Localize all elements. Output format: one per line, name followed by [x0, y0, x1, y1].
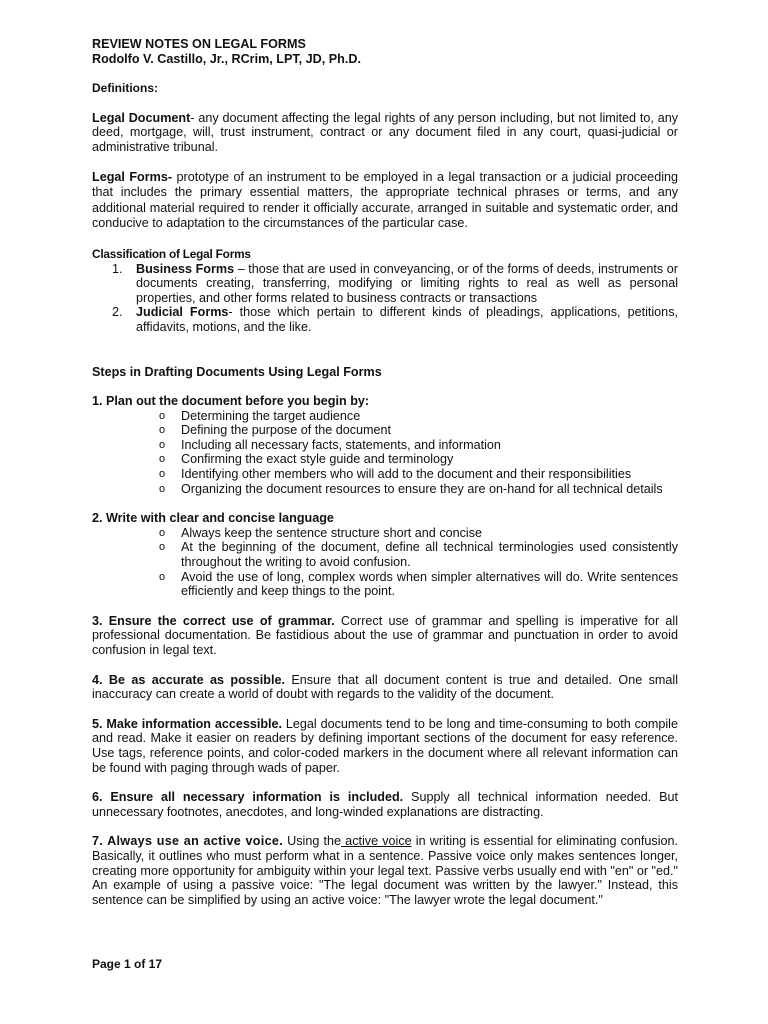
legal-document-text: - any document affecting the legal rights of any person including, but not limited to, any deed, mortgage, will, trust instrument, contract or any document filed in any court, quasi-judicial or administrative tribunal.: [92, 110, 678, 154]
classification-number: 1.: [112, 261, 123, 276]
list-item: o Always keep the sentence structure short and concise: [159, 525, 483, 540]
step5-heading: 5. Make information accessible.: [92, 716, 283, 731]
bullet-icon: o: [159, 482, 166, 495]
document-author: Rodolfo V. Castillo, Jr., RCrim, LPT, JD, Ph.D.: [92, 51, 361, 66]
bullet-icon: o: [159, 526, 166, 539]
list-item: o Identifying other members who will add to the document and their responsibilities: [159, 467, 632, 482]
step1-heading: 1. Plan out the document before you begin by:: [92, 394, 370, 409]
step3-paragraph: 3. Ensure the correct use of grammar. Correct use of grammar and spelling is imperative for all professional documentation. Be fastidious about the use of grammar and punctuation in order to avoid confusion in legal text.: [92, 613, 678, 657]
list-item: o Including all necessary facts, statements, and information: [159, 437, 501, 452]
classification-item: [92, 305, 678, 334]
step2-bullet-list: [92, 526, 678, 599]
classification-number: 2.: [112, 305, 123, 320]
classification-list: [92, 262, 678, 335]
step4-paragraph: 4. Be as accurate as possible. Ensure that all document content is true and detailed. One small inaccuracy can create a world of doubt with regards to the validity of the document.: [92, 672, 678, 702]
step6-heading: 6. Ensure all necessary information is included.: [92, 790, 404, 805]
page-number: Page 1 of 17: [92, 957, 163, 971]
bullet-icon: o: [159, 438, 166, 451]
bullet-icon: o: [159, 409, 166, 422]
bullet-icon: o: [159, 541, 166, 554]
classification-term: Business Forms: [136, 261, 235, 276]
bullet-icon: o: [159, 453, 166, 466]
bullet-icon: o: [159, 424, 166, 437]
classification-text: - those which pertain to different kinds of pleadings, applications, petitions, affidavits, motions, and the like.: [136, 305, 678, 334]
legal-document-term: Legal Document: [92, 110, 191, 125]
step1-bullet-list: [92, 409, 678, 497]
list-item: o Confirming the exact style guide and terminology: [159, 452, 454, 467]
step7-paragraph: 7. Always use an active voice. Using the active voice in writing is essential for eliminating confusion. Basically, it outlines who must perform what in a sentence. Passive voice only makes sentences longer, creating more opportunity for ambiguity within your legal text. Passive verbs usually end with "en" or "ed." An example of using a passive voice: "The legal document was written by the lawyer." Instead, this sentence can be simplified by using an active voice: "The lawyer wrote the legal document.": [92, 834, 679, 907]
legal-forms-text: prototype of an instrument to be employed in a legal transaction or a judicial proceeding that includes the primary essential matters, the appropriate technical phrases or terms, and any additional material required to render it officially accurate, arranged in suitable and systematic order, and conducive to adaptation to the circumstances of the particular case.: [92, 169, 679, 231]
step3-heading: 3. Ensure the correct use of grammar.: [92, 613, 335, 628]
bullet-icon: o: [159, 570, 166, 583]
classification-title: Classification of Legal Forms: [92, 246, 251, 261]
step7-heading: 7. Always use an active voice.: [92, 834, 284, 849]
list-item: o Avoid the use of long, complex words when simpler alternatives will do. Write sentences efficiently and keep things to the point.: [159, 569, 678, 599]
steps-title: Steps in Drafting Documents Using Legal Forms: [92, 364, 382, 379]
list-item: o Determining the target audience: [159, 408, 361, 423]
definition-legal-document: [92, 111, 678, 155]
classification-term: Judicial Forms: [136, 305, 229, 320]
document-title: REVIEW NOTES ON LEGAL FORMS: [92, 37, 306, 51]
classification-text: – those that are used in conveyancing, or of the forms of deeds, instruments or documents creating, transferring, modifying or limiting rights to real as well as personal properties, and other forms related to business contracts or transactions: [136, 261, 678, 305]
definitions-label: Definitions:: [92, 81, 158, 96]
bullet-icon: o: [159, 468, 166, 481]
classification-item: [92, 262, 678, 306]
step6-paragraph: 6. Ensure all necessary information is included. Supply all technical information needed. But unnecessary footnotes, anecdotes, and long-winded explanations are distracting.: [92, 790, 679, 819]
list-item: o Defining the purpose of the document: [159, 423, 392, 438]
definition-legal-forms: [92, 170, 678, 232]
document-page: [92, 37, 678, 907]
legal-forms-term: Legal Forms-: [92, 169, 173, 184]
step5-paragraph: 5. Make information accessible. Legal documents tend to be long and time-consuming to both compile and read. Make it easier on readers by defining important sections of the document for easy reference. Use tags, reference points, and color-coded markers in the document where all relevant information can be found with paging through wads of paper.: [92, 716, 678, 775]
step4-heading: 4. Be as accurate as possible.: [92, 672, 285, 687]
step2-heading: 2. Write with clear and concise language: [92, 511, 334, 526]
list-item: o At the beginning of the document, define all technical terminologies used consistently throughout the writing to avoid confusion.: [159, 540, 678, 570]
active-voice-link[interactable]: active voice: [341, 834, 412, 849]
list-item: o Organizing the document resources to ensure they are on-hand for all technical details: [159, 481, 663, 496]
